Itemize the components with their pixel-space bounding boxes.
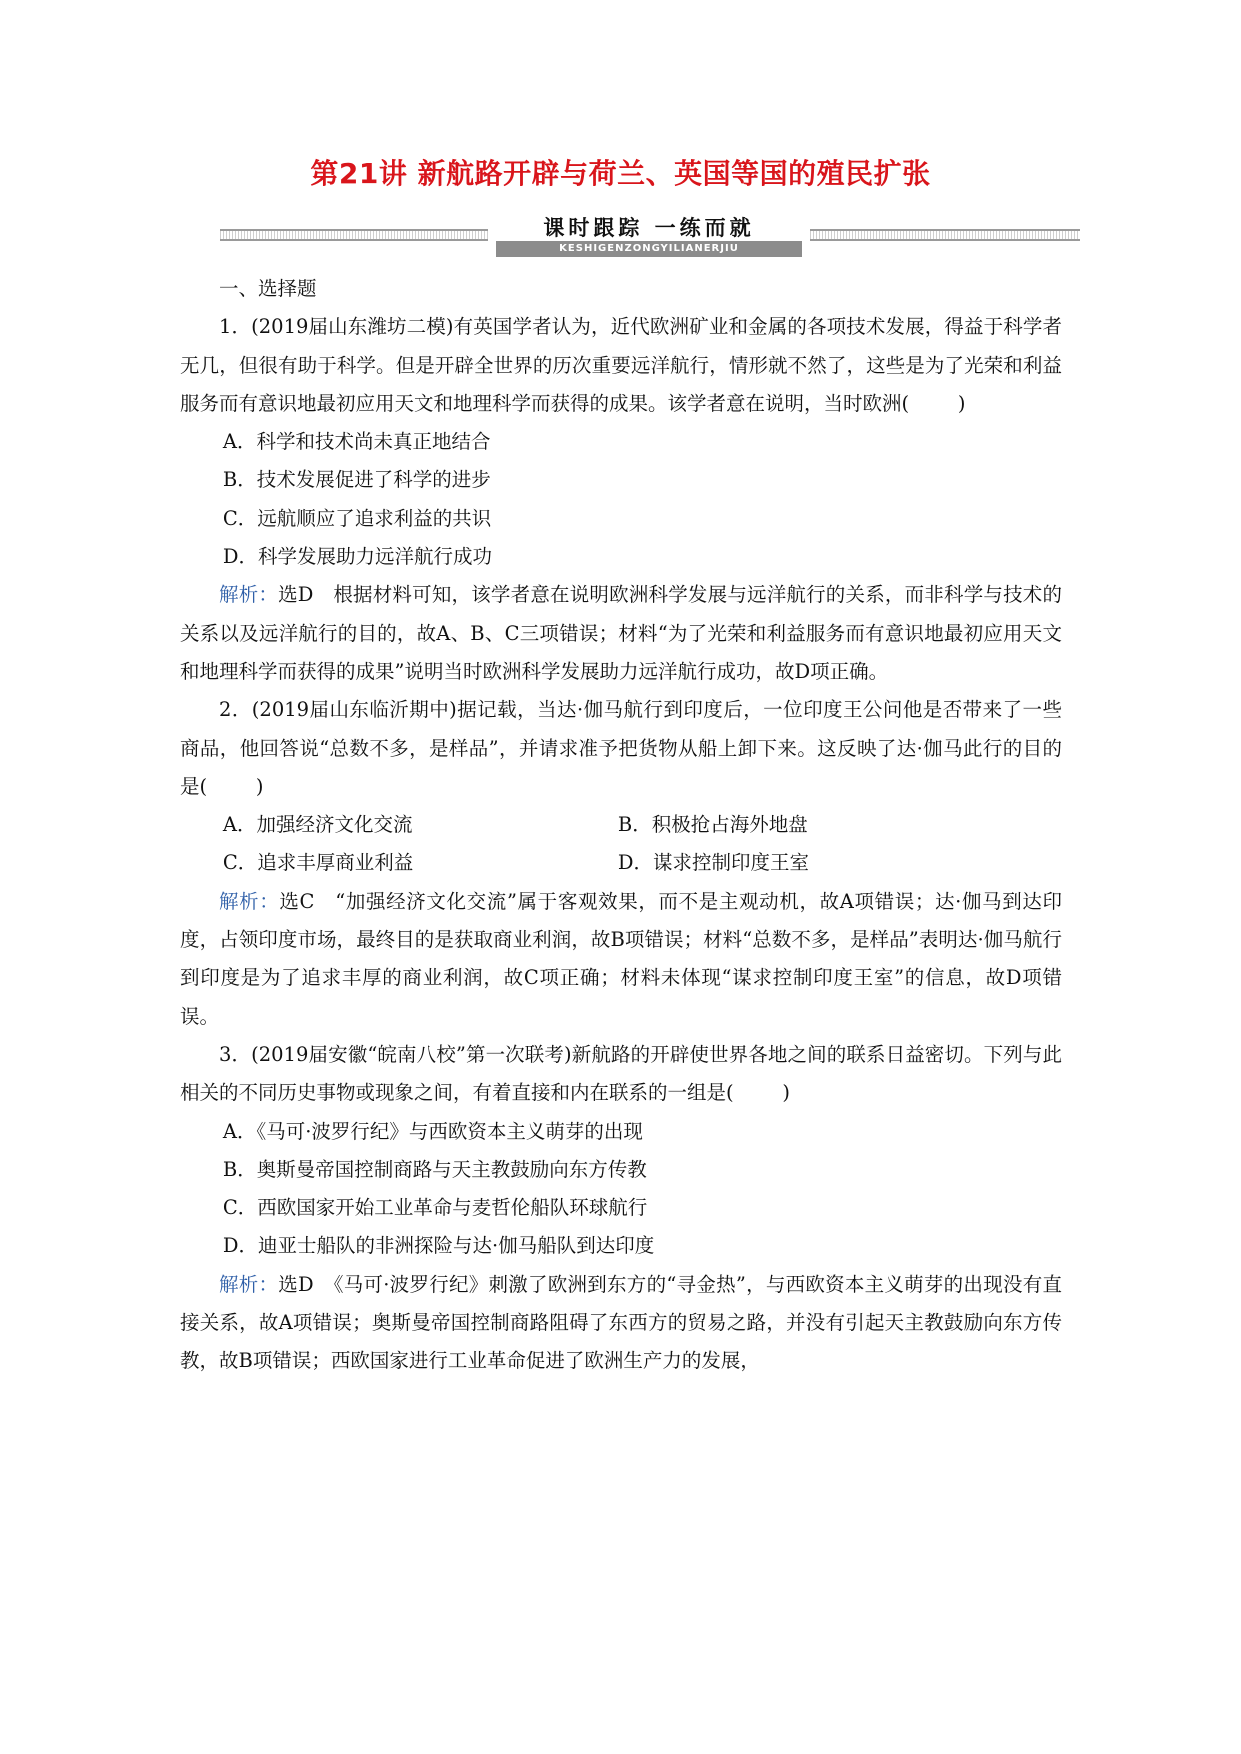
question-3-analysis — [180, 1266, 1062, 1381]
question-1-analysis — [180, 576, 1062, 691]
question-1-option-d: D．科学发展助力远洋航行成功 — [222, 545, 493, 569]
question-1-option-b: B．技术发展促进了科学的进步 — [222, 468, 491, 492]
question-1 — [180, 308, 1062, 423]
question-1-option-c: C．远航顺应了追求利益的共识 — [222, 506, 492, 530]
question-2-option-a: A．加强经济文化交流 — [222, 813, 413, 837]
question-1-close: ) — [957, 391, 966, 415]
analysis-text: 选D 《马可·波罗行纪》刺激了欧洲到东方的“寻金热”，与西欧资本主义萌芽的出现没有直接关系，故A项错误；奥斯曼帝国控制商路阻碍了东西方的贸易之路，并没有引起天主教鼓励向东方传教，故B项错误；西欧国家进行工业革命促进了欧洲生产力的发展， — [180, 1272, 1062, 1373]
banner-center — [488, 212, 810, 256]
question-2-options-row-1 — [180, 806, 1062, 844]
analysis-text: 选C “加强经济文化交流”属于客观效果，而不是主观动机，故A项错误；达·伽马到达印度，占领印度市场，最终目的是获取商业利润，故B项错误；材料“总数不多，是样品”表明达·伽马航行到印度是为了追求丰厚的商业利润，故C项正确；材料未体现“谋求控制印度王室”的信息，故D项错误。 — [180, 889, 1062, 1028]
question-2-option-d: D．谋求控制印度王室 — [617, 851, 810, 875]
banner-title: 课时跟踪 一练而就 — [543, 216, 755, 240]
question-3-close: ) — [782, 1081, 790, 1105]
question-2-close: ) — [255, 774, 264, 798]
question-1-stem: 1．(2019届山东潍坊二模)有英国学者认为，近代欧洲矿业和金属的各项技术发展，得益于科学者无几，但很有助于科学。但是开辟全世界的历次重要远洋航行，情形就不然了，这些是为了光荣和利益服务而有意识地最初应用天文和地理科学而获得的成果。该学者意在说明，当时欧洲( — [180, 315, 1062, 415]
section-banner — [220, 212, 1080, 262]
question-2-analysis — [180, 883, 1062, 1036]
question-3-stem: 3．(2019届安徽“皖南八校”第一次联考)新航路的开辟使世界各地之间的联系日益密切。下列与此相关的不同历史事物或现象之间，有着直接和内在联系的一组是( — [180, 1042, 1062, 1105]
section-heading: 一、选择题 — [219, 277, 317, 300]
question-3-option-d: D．迪亚士船队的非洲探险与达·伽马船队到达印度 — [222, 1234, 655, 1258]
analysis-label: 解析： — [219, 1272, 279, 1296]
question-3 — [180, 1036, 1062, 1113]
banner-rule-left — [220, 229, 488, 241]
question-1-option-a: A．科学和技术尚未真正地结合 — [222, 430, 491, 454]
question-3-option-b: B．奥斯曼帝国控制商路与天主教鼓励向东方传教 — [222, 1157, 647, 1181]
question-3-option-a: A．《马可·波罗行纪》与西欧资本主义萌芽的出现 — [222, 1119, 643, 1143]
document-body — [180, 270, 1062, 1381]
page-title: 第21讲 新航路开辟与荷兰、英国等国的殖民扩张 — [310, 157, 931, 190]
question-2-options-row-2 — [180, 844, 1062, 882]
question-2 — [180, 691, 1062, 806]
banner-subtitle: KESHIGENZONGYILIANERJIU — [496, 241, 802, 257]
analysis-text: 选D 根据材料可知，该学者意在说明欧洲科学发展与远洋航行的关系，而非科学与技术的关系以及远洋航行的目的，故A、B、C三项错误；材料“为了光荣和利益服务而有意识地最初应用天文和地理科学而获得的成果”说明当时欧洲科学发展助力远洋航行成功，故D项正确。 — [180, 583, 1062, 683]
question-3-option-c: C．西欧国家开始工业革命与麦哲伦船队环球航行 — [222, 1196, 648, 1220]
analysis-label: 解析： — [219, 583, 279, 607]
analysis-label: 解析： — [219, 889, 280, 913]
question-2-option-b: B．积极抢占海外地盘 — [617, 813, 808, 837]
question-2-option-c: C．追求丰厚商业利益 — [222, 851, 414, 875]
question-2-stem: 2．(2019届山东临沂期中)据记载，当达·伽马航行到印度后，一位印度王公问他是否带来了一些商品，他回答说“总数不多，是样品”，并请求准予把货物从船上卸下来。这反映了达·伽马此行的目的是( — [180, 698, 1062, 798]
banner-rule-right — [810, 229, 1080, 241]
